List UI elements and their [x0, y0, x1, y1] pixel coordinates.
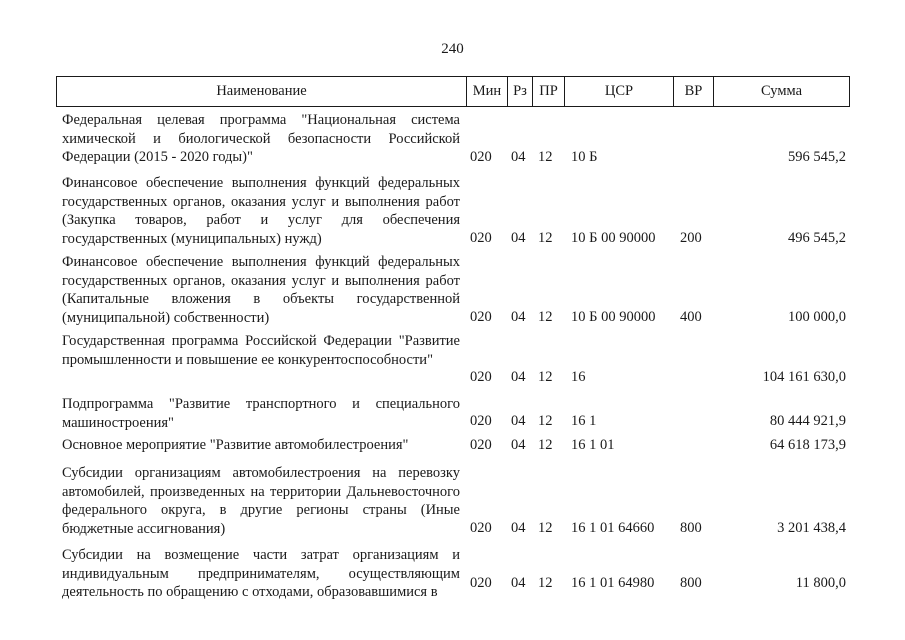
row-rz: 04 — [511, 437, 526, 453]
row-sum: 596 545,2 — [788, 149, 846, 165]
row-pr: 12 — [538, 230, 553, 246]
row-csr: 16 1 01 64660 — [571, 520, 655, 536]
row-min: 020 — [470, 309, 492, 325]
row-pr: 12 — [538, 149, 553, 165]
row-sum: 11 800,0 — [795, 575, 846, 591]
row-rz: 04 — [511, 520, 526, 536]
row-rz: 04 — [511, 230, 526, 246]
table-row — [0, 173, 905, 253]
row-vr: 200 — [680, 230, 702, 246]
row-min: 020 — [470, 520, 492, 536]
header-pr: ПР — [532, 77, 564, 106]
row-min: 020 — [470, 437, 492, 453]
row-sum: 64 618 173,9 — [769, 437, 846, 453]
row-name: Подпрограмма "Развитие транспортного и специального машиностроения" — [62, 396, 460, 431]
header-vr: ВР — [673, 77, 713, 106]
row-min: 020 — [470, 575, 492, 591]
row-name: Финансовое обеспечение выполнения функций федеральных государственных органов, оказания услуг и выполнения работ (Закупка товаров, работ и услуг для обеспечения государственных (муниципальных) нужд) — [62, 175, 460, 247]
row-rz: 04 — [511, 149, 526, 165]
row-min: 020 — [470, 369, 492, 385]
row-pr: 12 — [538, 575, 553, 591]
header-csr: ЦСР — [564, 77, 673, 106]
row-min: 020 — [470, 230, 492, 246]
row-sum: 496 545,2 — [788, 230, 846, 246]
row-min: 020 — [470, 149, 492, 165]
row-vr: 400 — [680, 309, 702, 325]
row-name: Субсидии на возмещение части затрат организациям и индивидуальным предпринимателям, осуществляющим деятельность по обращению с отходами, образовавшимися в — [62, 547, 460, 600]
row-rz: 04 — [511, 413, 526, 429]
header-rz: Рз — [507, 77, 532, 106]
table-body — [0, 107, 905, 608]
row-csr: 16 1 01 64980 — [571, 575, 655, 591]
table-row — [0, 546, 905, 608]
table-row — [0, 395, 905, 436]
row-min: 020 — [470, 413, 492, 429]
table-row — [0, 107, 905, 173]
row-name: Федеральная целевая программа "Национальная система химической и биологической безопасности Российской Федерации (2015 - 2020 годы)" — [62, 112, 460, 165]
row-rz: 04 — [511, 309, 526, 325]
row-rz: 04 — [511, 369, 526, 385]
row-pr: 12 — [538, 437, 553, 453]
row-pr: 12 — [538, 369, 553, 385]
table-row — [0, 464, 905, 546]
row-csr: 10 Б — [571, 149, 598, 165]
row-name: Государственная программа Российской Федерации "Развитие промышленности и повышение ее конкурентоспособности" — [62, 333, 460, 368]
row-vr: 800 — [680, 520, 702, 536]
row-csr: 16 1 01 — [571, 437, 615, 453]
row-sum: 3 201 438,4 — [777, 520, 846, 536]
row-pr: 12 — [538, 309, 553, 325]
row-csr: 16 1 — [571, 413, 597, 429]
row-csr: 10 Б 00 90000 — [571, 230, 656, 246]
page-number: 240 — [441, 41, 464, 57]
table-row — [0, 332, 905, 395]
table-row — [0, 253, 905, 332]
row-sum: 100 000,0 — [788, 309, 846, 325]
header-sum: Сумма — [713, 77, 849, 106]
row-name: Основное мероприятие "Развитие автомобилестроения" — [62, 437, 409, 453]
table-row — [0, 436, 905, 464]
row-vr: 800 — [680, 575, 702, 591]
row-sum: 80 444 921,9 — [769, 413, 846, 429]
row-csr: 10 Б 00 90000 — [571, 309, 656, 325]
row-name: Финансовое обеспечение выполнения функций федеральных государственных органов, оказания услуг и выполнения работ (Капитальные вложения в объекты государственной (муниципальной) собственности) — [62, 254, 460, 326]
table-header — [56, 76, 850, 107]
row-csr: 16 — [571, 369, 586, 385]
row-rz: 04 — [511, 575, 526, 591]
row-pr: 12 — [538, 413, 553, 429]
row-name: Субсидии организациям автомобилестроения на перевозку автомобилей, произведенных на территории Дальневосточного федерального округа, в другие регионы страны (Иные бюджетные ассигнования) — [62, 465, 460, 537]
row-sum: 104 161 630,0 — [762, 369, 846, 385]
row-pr: 12 — [538, 520, 553, 536]
header-min: Мин — [466, 77, 507, 106]
header-name: Наименование — [216, 83, 307, 99]
